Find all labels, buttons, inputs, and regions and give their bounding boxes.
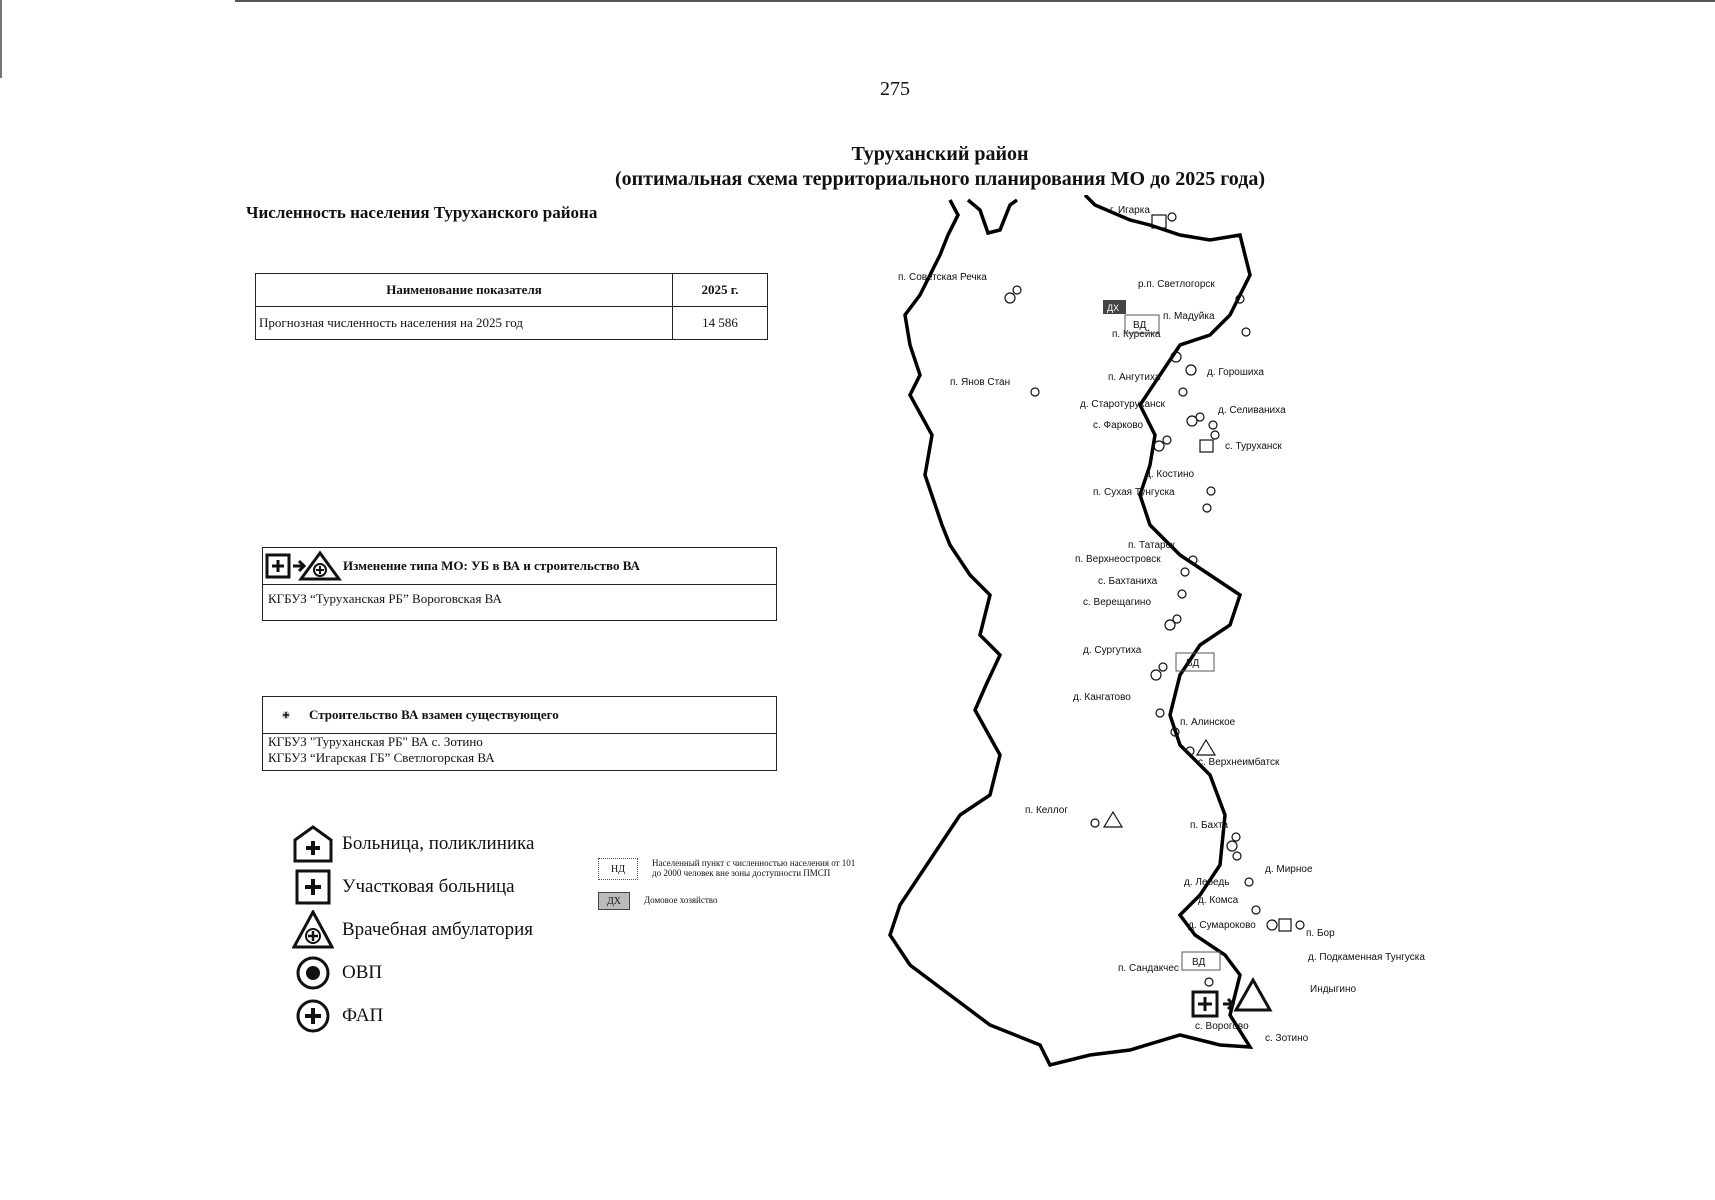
- vd-badge-label: ВД: [1192, 957, 1206, 968]
- settlement-label: д. Горошиха: [1207, 367, 1264, 378]
- settlement-label: д. Селиванихa: [1218, 405, 1286, 416]
- settlement-label: с. Бахтаниха: [1098, 576, 1158, 587]
- settlement-label: д. Кангатово: [1073, 692, 1131, 703]
- ovp-icon: [292, 953, 334, 993]
- small-plus-icon: [263, 709, 309, 721]
- settlement-marker: [1178, 590, 1186, 598]
- dh-symbol: ДХ: [598, 892, 630, 910]
- page-number: 275: [880, 78, 910, 100]
- settlement-label: п. Советская Речка: [898, 272, 987, 283]
- settlement-marker: [1242, 328, 1250, 336]
- settlement-label: д. Сумароково: [1188, 920, 1256, 931]
- settlement-marker: [1168, 213, 1176, 221]
- hospital-marker-icon: [1200, 440, 1213, 452]
- settlement-label: п. Мадуйка: [1163, 311, 1215, 322]
- construction-box: [262, 696, 777, 771]
- legend-item-hospital: [292, 822, 534, 865]
- settlement-marker: [1163, 436, 1171, 444]
- change-box-line-1: КГБУЗ “Туруханская РБ” Вороговская ВА: [268, 591, 502, 606]
- nd-text: Населенный пункт с численностью населения от 101 до 2000 человек вне зоны доступности ПМСП: [652, 858, 856, 878]
- legend-item-district-hospital: [292, 865, 534, 908]
- legend-label-fap: ФАП: [342, 1004, 384, 1026]
- title-line-1: Туруханский район: [851, 143, 1029, 165]
- settlement-label: р.п. Светлогорск: [1138, 279, 1215, 290]
- district-hospital-icon: [292, 867, 334, 907]
- settlement-marker: [1245, 878, 1253, 886]
- settlement-label: Индыгино: [1310, 984, 1357, 995]
- settlement-label: п. Бор: [1306, 928, 1335, 939]
- legend-label-hospital: Больница, поликлиника: [342, 832, 535, 854]
- settlement-marker: [1207, 487, 1215, 495]
- legend-label-ambulatory: Врачебная амбулатория: [342, 918, 534, 940]
- table-header-row: [256, 274, 768, 307]
- settlement-label: п. Курейка: [1112, 329, 1161, 340]
- settlement-label: п. Алинское: [1180, 717, 1236, 728]
- population-table: [255, 273, 768, 340]
- ambulatory-marker-icon: [1104, 812, 1122, 827]
- legend-label-district-hospital: Участковая больница: [342, 875, 515, 897]
- settlement-marker: [1296, 921, 1304, 929]
- nd-symbol: НД: [598, 858, 638, 880]
- fap-marker-icon: [1005, 293, 1015, 303]
- fap-marker-icon: [1227, 841, 1237, 851]
- settlement-label: г. Игарка: [1110, 205, 1150, 216]
- settlement-marker: [1091, 819, 1099, 827]
- col-year-header: 2025 г.: [673, 274, 768, 307]
- fap-icon: [292, 996, 334, 1036]
- legend-extra: [598, 858, 858, 918]
- legend-extra-nd: [598, 858, 858, 880]
- legend-extra-dh: [598, 892, 858, 910]
- settlement-label: д. Костино: [1145, 469, 1195, 480]
- settlement-label: д. Старотуруханск: [1080, 399, 1165, 410]
- dh-badge-label: ДХ: [1107, 303, 1120, 313]
- fap-marker-icon: [1186, 365, 1196, 375]
- fap-marker-icon: [1154, 441, 1164, 451]
- district-map: [880, 195, 1480, 1075]
- vd-badge-label: ВД: [1186, 658, 1200, 669]
- row-value: 14 586: [673, 307, 768, 340]
- change-type-box: [262, 547, 777, 621]
- page-title: [540, 142, 1340, 192]
- settlement-marker: [1181, 568, 1189, 576]
- settlement-label: с. Ворогово: [1195, 1021, 1249, 1032]
- settlement-marker: [1209, 421, 1217, 429]
- hospital-icon: [292, 824, 334, 864]
- ambulatory-icon: [292, 910, 334, 950]
- settlement-label: д. Мирное: [1265, 864, 1313, 875]
- settlement-label: п. Келлог: [1025, 805, 1069, 816]
- settlement-marker: [1013, 286, 1021, 294]
- settlement-label: п. Татарск: [1128, 540, 1175, 551]
- settlement-label: с. Фарково: [1093, 420, 1144, 431]
- title-line-2: (оптимальная схема территориального планирования МО до 2025 года): [615, 168, 1265, 190]
- hospital-to-ambulatory-icon: [263, 550, 343, 582]
- page-left-rule: [0, 0, 2, 78]
- settlement-marker: [1211, 431, 1219, 439]
- settlement-marker: [1031, 388, 1039, 396]
- settlement-marker: [1156, 709, 1164, 717]
- settlement-label: д. Подкаменная Тунгуска: [1308, 952, 1425, 963]
- vd-badge-label: ВД: [1133, 320, 1147, 331]
- construction-box-title: Строительство ВА взамен существующего: [309, 707, 559, 722]
- dh-text: Домовое хозяйство: [644, 895, 718, 905]
- legend-label-ovp: ОВП: [342, 961, 383, 983]
- row-label: Прогнозная численность населения на 2025 год: [256, 307, 673, 340]
- settlement-label: п. Сандакчес: [1118, 963, 1179, 974]
- legend: [292, 822, 534, 1037]
- settlement-marker: [1203, 504, 1211, 512]
- settlement-label: п. Янов Стан: [950, 377, 1011, 388]
- settlement-marker: [1179, 388, 1187, 396]
- legend-item-ovp: [292, 951, 534, 994]
- settlement-label: п. Бахта: [1190, 820, 1229, 831]
- settlement-label: п. Верхнеостровск: [1075, 554, 1161, 565]
- settlement-label: д. Лебедь: [1184, 877, 1230, 888]
- settlement-label: п. Сухая Тунгуска: [1093, 487, 1175, 498]
- settlement-label: с. Верхнеимбатск: [1198, 757, 1280, 768]
- settlement-marker: [1232, 833, 1240, 841]
- settlement-label: с. Верещагино: [1083, 597, 1152, 608]
- settlement-label: с. Зотино: [1265, 1033, 1309, 1044]
- construction-box-line-1: КГБУЗ "Туруханская РБ" ВА с. Зотино: [268, 734, 483, 749]
- page-top-rule: [235, 0, 1715, 2]
- settlement-label: д. Комса: [1198, 895, 1239, 906]
- fap-marker-icon: [1267, 920, 1277, 930]
- settlement-label: с. Туруханск: [1225, 441, 1282, 452]
- settlement-labels: [898, 205, 1425, 1044]
- change-box-title: Изменение типа МО: УБ в ВА и строительство ВА: [343, 558, 640, 573]
- legend-item-ambulatory: [292, 908, 534, 951]
- table-row: [256, 307, 768, 340]
- settlement-marker: [1205, 978, 1213, 986]
- hospital-marker-icon: [1279, 919, 1291, 931]
- district-boundary: [890, 195, 1250, 1065]
- ambulatory-marker-icon: [1197, 740, 1215, 755]
- fap-marker-icon: [1151, 670, 1161, 680]
- settlement-marker: [1196, 413, 1204, 421]
- settlement-marker: [1252, 906, 1260, 914]
- legend-item-fap: [292, 994, 534, 1037]
- settlement-marker: [1173, 615, 1181, 623]
- settlement-label: д. Сургутиха: [1083, 645, 1142, 656]
- settlement-label: п. Ангутиха: [1108, 372, 1161, 383]
- population-heading: Численность населения Туруханского района: [246, 203, 598, 222]
- settlement-marker: [1233, 852, 1241, 860]
- construction-box-line-2: КГБУЗ “Игарская ГБ” Светлогорская ВА: [268, 750, 495, 765]
- settlement-marker: [1159, 663, 1167, 671]
- col-name-header: Наименование показателя: [256, 274, 673, 307]
